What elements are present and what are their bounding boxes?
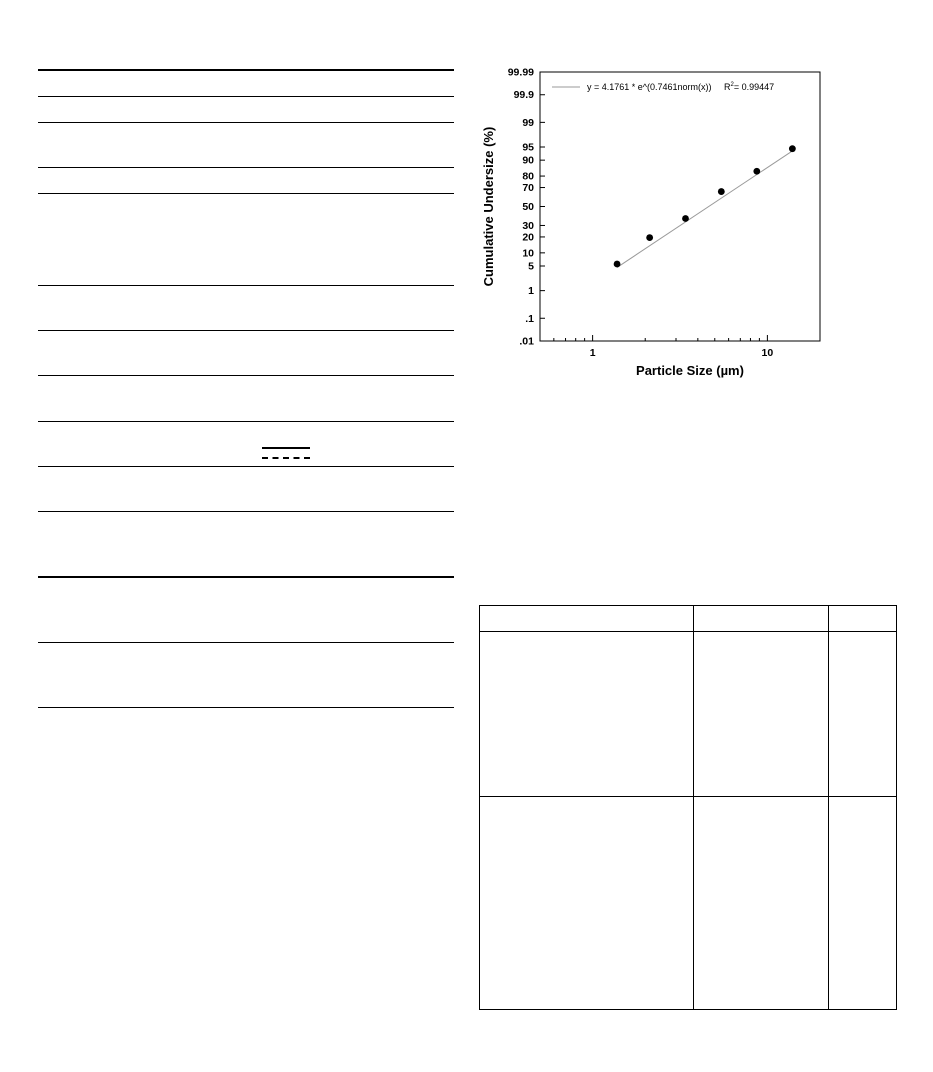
data-point xyxy=(646,234,653,241)
table-rule xyxy=(38,421,454,422)
y-tick-label: 95 xyxy=(522,141,534,154)
table-column-rule xyxy=(828,606,829,1009)
table-rule xyxy=(38,167,454,168)
chart-svg xyxy=(475,55,835,385)
fit-line xyxy=(617,151,792,268)
table-rule xyxy=(38,466,454,467)
x-tick-label: 1 xyxy=(589,347,596,359)
table-rule xyxy=(38,193,454,194)
x-tick-label: 10 xyxy=(761,347,774,359)
y-tick-label: 50 xyxy=(522,201,534,213)
table-rule xyxy=(38,330,454,331)
right-table xyxy=(479,605,897,1010)
y-tick-label: 70 xyxy=(522,182,534,195)
table-rule-bottom xyxy=(38,707,454,708)
data-point xyxy=(614,261,621,268)
table-rule xyxy=(38,642,454,643)
table-column-rule xyxy=(693,606,694,1009)
y-tick-label: .01 xyxy=(519,335,534,348)
legend-r-squared: $R^2= 0.99447$ xyxy=(724,82,775,92)
y-tick-label: 99 xyxy=(522,116,534,129)
x-axis-title: Particle Size (µm) xyxy=(636,363,744,378)
particle-size-chart xyxy=(475,55,835,385)
table-rule-thick xyxy=(38,576,454,578)
legend-equation: y = 4.1761 * e^(0.7461norm(x)) xyxy=(587,82,712,92)
table-rule xyxy=(38,122,454,123)
y-tick-label: 80 xyxy=(522,170,534,183)
table-rule xyxy=(38,511,454,512)
y-tick-label: 99.99 xyxy=(507,66,534,79)
y-tick-label: 30 xyxy=(522,219,534,232)
solid-line-symbol xyxy=(262,447,310,449)
y-axis-title: Cumulative Undersize (%) xyxy=(481,126,496,287)
data-point xyxy=(753,168,760,175)
table-rule xyxy=(38,285,454,286)
table-rule-top xyxy=(38,69,454,71)
y-tick-label: 99.9 xyxy=(513,89,534,102)
dashed-line-symbol xyxy=(262,457,310,459)
data-point xyxy=(682,215,689,222)
table-row-rule xyxy=(480,796,896,797)
y-tick-label: 10 xyxy=(522,247,534,260)
data-point xyxy=(718,188,725,195)
plot-frame xyxy=(540,72,820,341)
data-point xyxy=(789,145,796,152)
y-tick-label: 90 xyxy=(522,154,534,167)
y-tick-label: 20 xyxy=(522,231,534,244)
table-rule xyxy=(38,375,454,376)
y-tick-label: 1 xyxy=(528,285,534,298)
y-tick-label: .1 xyxy=(525,312,534,325)
table-rule xyxy=(38,96,454,97)
table-header-rule xyxy=(480,631,896,632)
y-tick-label: 5 xyxy=(528,260,534,273)
